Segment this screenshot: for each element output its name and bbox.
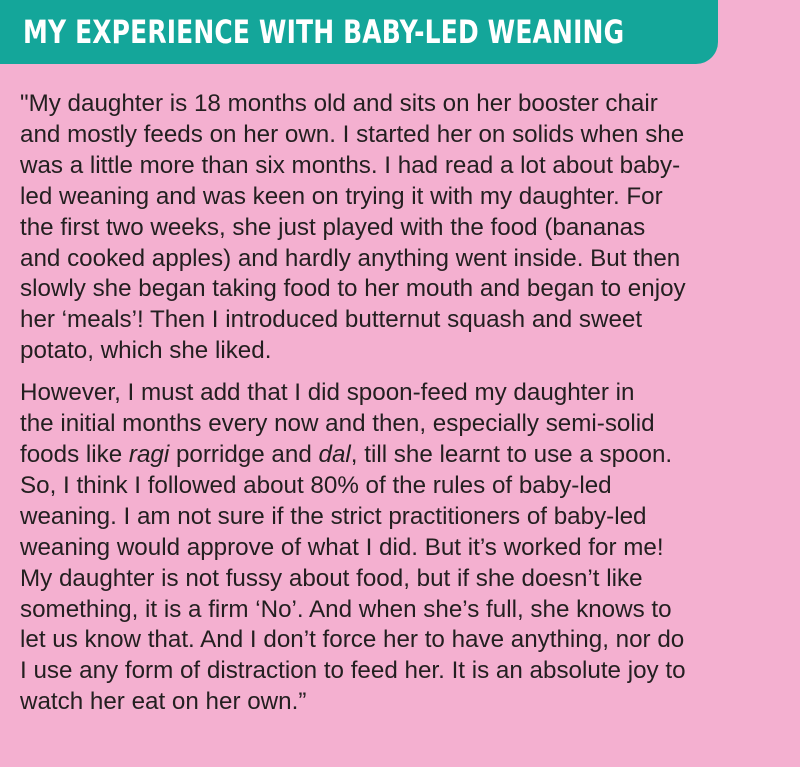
text-line: and cooked apples) and hardly anything went inside. But then — [20, 244, 681, 272]
title-banner — [0, 0, 718, 64]
text-segment: , till she learnt to use a spoon. — [350, 440, 673, 468]
text-line: My daughter is not fussy about food, but if she doesn’t like — [20, 564, 643, 592]
text-line: the first two weeks, she just played with the food (bananas — [20, 213, 646, 241]
text-line: So, I think I followed about 80% of the rules of baby-led — [20, 471, 612, 499]
italic-term-dal: dal — [318, 440, 351, 468]
text-line: and mostly feeds on her own. I started her on solids when she — [20, 120, 685, 148]
text-line: weaning would approve of what I did. But it’s worked for me! — [20, 533, 664, 561]
paragraph-2 — [20, 378, 780, 718]
text-line: However, I must add that I did spoon-feed my daughter in — [20, 379, 635, 407]
text-line: let us know that. And I don’t force her to have anything, nor do — [20, 626, 685, 654]
testimonial-body — [20, 89, 780, 718]
text-line: I use any form of distraction to feed her. It is an absolute joy to — [20, 657, 686, 685]
page-title: MY EXPERIENCE WITH BABY-LED WEANING — [23, 13, 625, 51]
text-line — [20, 440, 780, 471]
text-segment: foods like — [20, 440, 129, 468]
italic-term-ragi: ragi — [128, 440, 170, 468]
text-line: something, it is a firm ‘No’. And when she’s full, she knows to — [20, 595, 672, 623]
text-line: was a little more than six months. I had read a lot about baby- — [20, 151, 681, 179]
text-line: slowly she began taking food to her mouth and began to enjoy — [20, 275, 686, 303]
paragraph-1 — [20, 89, 780, 367]
text-segment: porridge and — [169, 440, 319, 468]
text-line: watch her eat on her own.” — [20, 688, 307, 716]
text-line: her ‘meals’! Then I introduced butternut squash and sweet — [20, 306, 643, 334]
text-line: "My daughter is 18 months old and sits on her booster chair — [20, 90, 658, 117]
text-line: led weaning and was keen on trying it with my daughter. For — [20, 182, 663, 210]
text-line: the initial months every now and then, especially semi-solid — [20, 410, 655, 438]
text-line: potato, which she liked. — [20, 337, 272, 365]
text-line: weaning. I am not sure if the strict practitioners of baby-led — [20, 502, 647, 530]
